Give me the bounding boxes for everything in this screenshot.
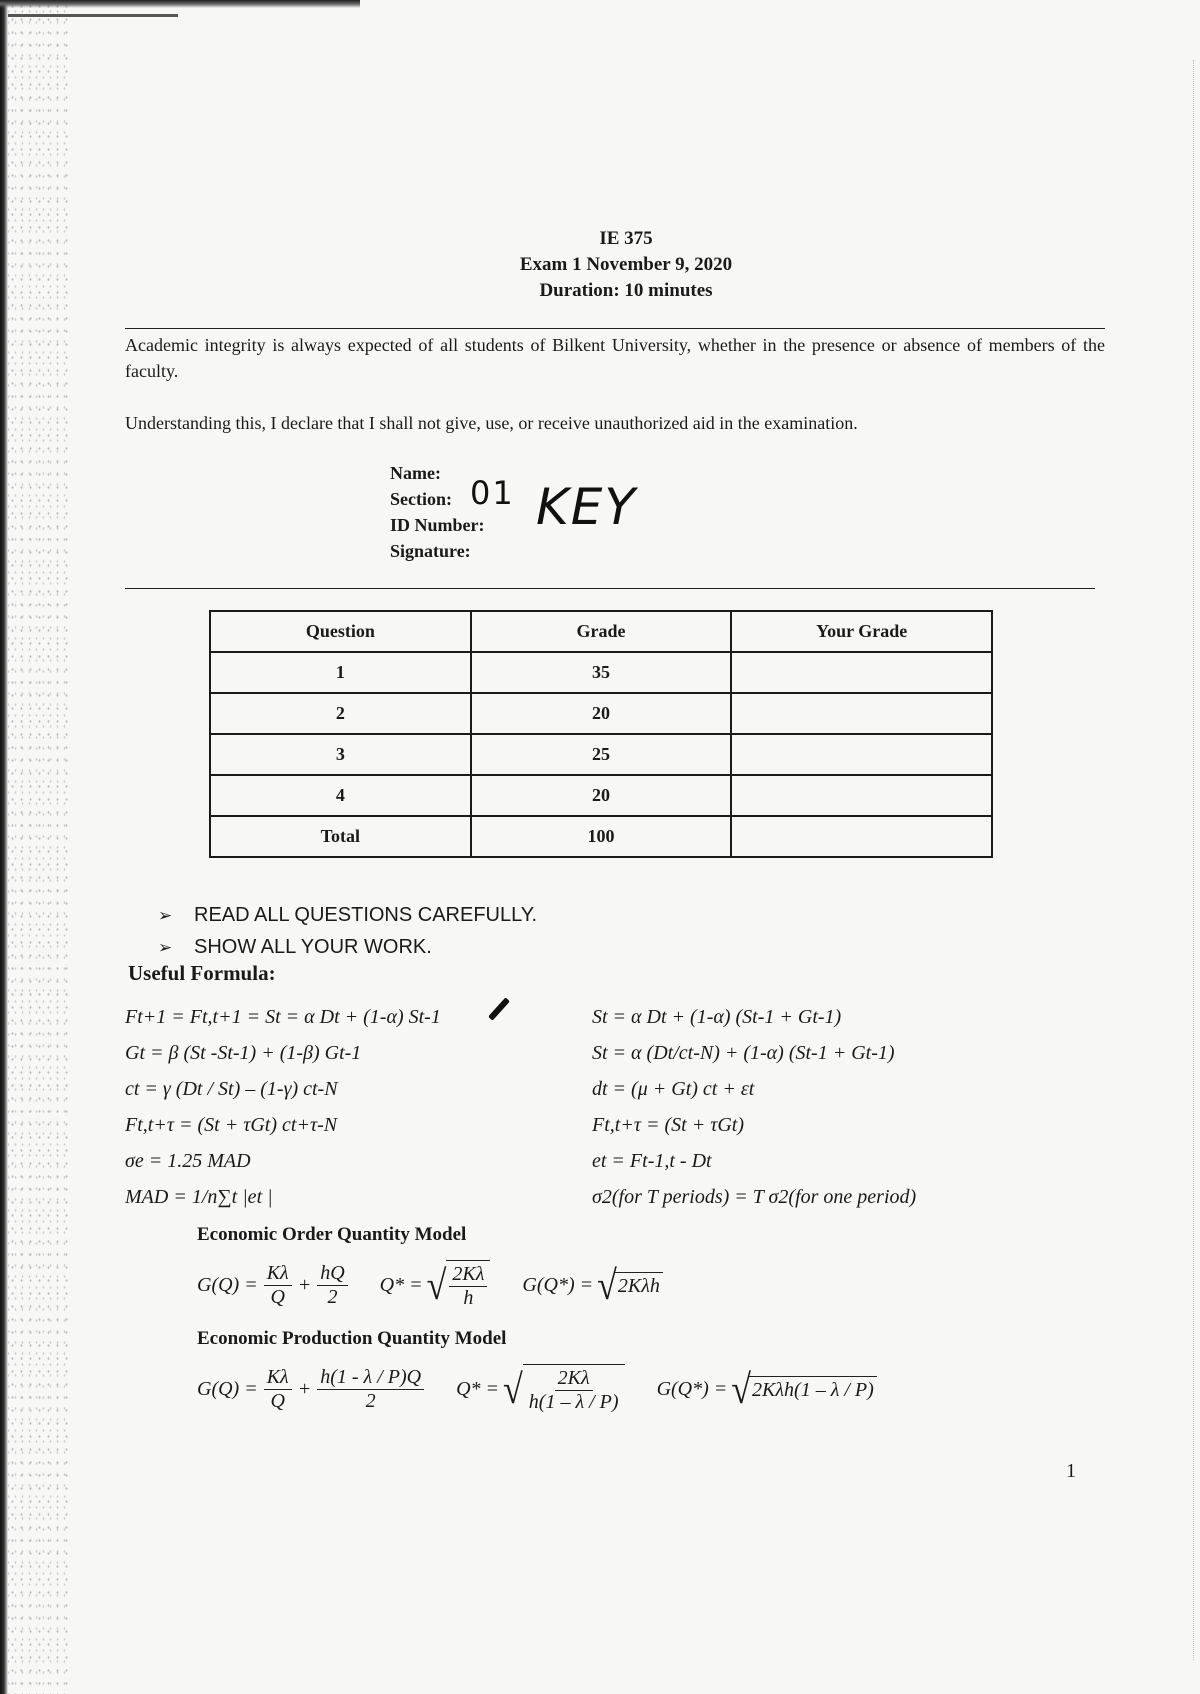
your-grade-cell: [731, 775, 992, 816]
eoq-equations: [197, 1260, 663, 1310]
signature-label: Signature:: [390, 541, 471, 561]
eoq-fraction-setup: [264, 1262, 292, 1309]
scan-edge-top: [0, 0, 360, 8]
epq-fraction-holding: [317, 1366, 424, 1413]
sqrt-radicand: [523, 1364, 625, 1414]
fraction-numerator: hQ: [317, 1262, 347, 1286]
question-number: 2: [210, 693, 471, 734]
sqrt-icon: √: [426, 1262, 447, 1308]
question-number: 4: [210, 775, 471, 816]
formula-line: et = Ft-1,t - Dt: [592, 1150, 712, 1172]
grade-table: [209, 610, 993, 858]
your-grade-cell: [731, 652, 992, 693]
section-label: Section:: [390, 489, 452, 509]
table-row-total: [210, 816, 992, 857]
fraction-denominator: 2: [327, 1285, 338, 1308]
formula-line: St = α (Dt/ct-N) + (1-α) (St-1 + Gt-1): [592, 1042, 895, 1064]
exam-duration: Duration: 10 minutes: [539, 280, 713, 301]
eoq-fraction-holding: [317, 1262, 347, 1309]
table-row: [210, 693, 992, 734]
declaration: Understanding this, I declare that I shall not give, use, or receive unauthorized aid in the examination.: [125, 413, 858, 433]
table-row: [210, 734, 992, 775]
epq-qstar-sqrt: [503, 1364, 627, 1414]
formulas-right-column: [592, 999, 916, 1215]
eoq-title: Economic Order Quantity Model: [197, 1224, 467, 1245]
sqrt-icon: √: [503, 1366, 523, 1412]
fraction-denominator: 2: [365, 1389, 376, 1412]
fraction-denominator: h(1 – λ / P): [528, 1391, 619, 1413]
course-code: IE 375: [599, 228, 653, 249]
instruction-item: [158, 932, 537, 964]
fraction-numerator: h(1 - λ / P)Q: [317, 1366, 424, 1390]
instruction-text: READ ALL QUESTIONS CAREFULLY.: [194, 904, 538, 926]
sqrt-icon: √: [597, 1262, 617, 1308]
id-number-label: ID Number:: [390, 515, 485, 535]
your-grade-cell: [731, 734, 992, 775]
page-number: 1: [1066, 1460, 1076, 1482]
total-grade: 100: [471, 816, 732, 857]
plus-sign: +: [297, 1377, 312, 1400]
epq-optimal-cost-sqrt: [731, 1366, 877, 1412]
formulas-left-column: [125, 999, 441, 1215]
formula-line: Ft+1 = Ft,t+1 = St = α Dt + (1-α) St-1: [125, 1006, 441, 1028]
integrity-statement: Academic integrity is always expected of all students of Bilkent University, whether in the presence or absence of members of the faculty.: [125, 335, 1105, 381]
your-grade-cell: [731, 693, 992, 734]
instruction-text: SHOW ALL YOUR WORK.: [194, 936, 432, 958]
eoq-qstar-lhs: Q* =: [379, 1273, 423, 1296]
table-row: [210, 652, 992, 693]
formula-line: Ft,t+τ = (St + τGt) ct+τ-N: [125, 1114, 338, 1136]
header-question: Question: [210, 611, 471, 652]
formula-line: St = α Dt + (1-α) (St-1 + Gt-1): [592, 1006, 842, 1028]
formula-line: dt = (μ + Gt) ct + εt: [592, 1078, 755, 1100]
formula-line: Ft,t+τ = (St + τGt): [592, 1114, 745, 1136]
header-your-grade: Your Grade: [731, 611, 992, 652]
epq-qstar-lhs: Q* =: [456, 1377, 500, 1400]
grade-table-header: [210, 611, 992, 652]
epq-title: Economic Production Quantity Model: [197, 1328, 507, 1349]
eoq-qstar-sqrt: [427, 1260, 493, 1310]
formula-line: Gt = β (St -St-1) + (1-β) Gt-1: [125, 1042, 362, 1064]
plus-sign: +: [297, 1273, 312, 1296]
fraction-denominator: h: [463, 1287, 474, 1309]
sqrt-radicand: 2Kλh(1 – λ / P): [749, 1376, 877, 1402]
formula-line: MAD = 1/n∑t |et |: [125, 1186, 273, 1208]
epq-equations: [197, 1364, 877, 1414]
your-total-grade-cell: [731, 816, 992, 857]
name-label: Name:: [390, 463, 441, 483]
useful-formula-title: Useful Formula:: [128, 961, 276, 985]
sqrt-radicand: [446, 1260, 490, 1310]
arrow-bullet-icon: ➢: [158, 938, 173, 958]
middle-divider: [125, 588, 1095, 589]
scan-mark-top: [8, 14, 178, 17]
total-label: Total: [210, 816, 471, 857]
pen-mark: [488, 997, 510, 1020]
formula-line: σ2(for T periods) = T σ2(for one period): [592, 1186, 917, 1208]
question-grade: 20: [471, 693, 732, 734]
exam-date: Exam 1 November 9, 2020: [519, 254, 733, 275]
question-number: 3: [210, 734, 471, 775]
fraction-denominator: Q: [270, 1285, 285, 1308]
top-divider: [125, 328, 1105, 329]
fraction-denominator: Q: [270, 1389, 285, 1412]
eoq-optimal-cost-lhs: G(Q*) =: [522, 1273, 594, 1296]
question-grade: 35: [471, 652, 732, 693]
fraction-numerator: Kλ: [264, 1262, 292, 1286]
table-row: [210, 775, 992, 816]
sqrt-radicand: 2Kλh: [615, 1272, 663, 1298]
handwritten-section: 01: [470, 474, 515, 512]
formula-line: ct = γ (Dt / St) – (1-γ) ct-N: [125, 1078, 338, 1100]
instruction-item: [158, 900, 537, 932]
eoq-optimal-cost-sqrt: [597, 1262, 663, 1308]
formula-line: σe = 1.25 MAD: [125, 1150, 251, 1172]
sqrt-icon: √: [731, 1366, 752, 1412]
epq-fraction-setup: [264, 1366, 292, 1413]
instructions: [158, 900, 537, 964]
header-grade: Grade: [471, 611, 732, 652]
epq-optimal-cost-lhs: G(Q*) =: [656, 1377, 728, 1400]
epq-cost-lhs: G(Q) =: [197, 1377, 258, 1400]
fraction-numerator: 2Kλ: [555, 1367, 593, 1391]
handwritten-name: KEY: [536, 478, 637, 536]
fraction-numerator: Kλ: [264, 1366, 292, 1390]
question-grade: 20: [471, 775, 732, 816]
question-number: 1: [210, 652, 471, 693]
exam-header: [0, 226, 1200, 304]
fraction-numerator: 2Kλ: [449, 1263, 487, 1287]
eoq-cost-lhs: G(Q) =: [197, 1273, 258, 1296]
question-grade: 25: [471, 734, 732, 775]
arrow-bullet-icon: ➢: [158, 906, 173, 926]
